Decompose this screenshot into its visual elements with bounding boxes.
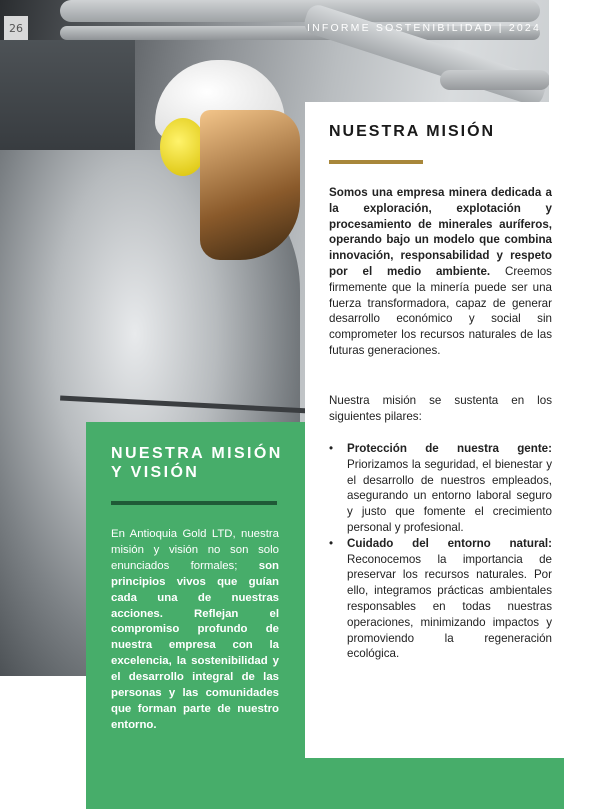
pillars-list [329,441,552,662]
green-panel-strip [305,758,564,809]
mission-vision-text [111,527,279,734]
mission-vision-bold: son principios vivos que guían cada una de nuestras acciones. Reflejan el compromiso profundo de nuestra empresa con la excelencia, la sostenibilidad y el desarrollo integral de las personas y las comunidades que forman parte de nuestro entorno. [111,559,279,731]
pillar-title: Cuidado del entorno natural: [347,536,552,550]
pillars-intro: Nuestra misión se sustenta en los siguientes pilares: [329,394,552,423]
report-title: INFORME SOSTENIBILIDAD | 2024 [307,22,541,34]
photo-pipe [60,0,540,22]
mission-intro [329,185,552,359]
pillar-text: Priorizamos la seguridad, el bienestar y el desarrollo de nuestros empleados, asegurando un entorno laboral seguro y justo que fomente el crecimiento personal y profesional. [347,457,552,534]
gold-divider [329,160,423,164]
pillar-title: Protección de nuestra gente: [347,442,552,455]
mission-vision-plain: En Antioquia Gold LTD, nuestra misión y visión no son solo enunciados formales; [111,528,279,572]
mission-intro-bold: Somos una empresa minera dedicada a la exploración, explotación y procesamiento de minerales auríferos, operando bajo un modelo que combina innovación, responsabilidad y respeto por el medio ambiente. [329,186,552,278]
mission-intro-rest: Creemos firmemente que la minería puede ser una fuerza transformadora, capaz de generar desarrollo económico y social sin comprometer los recursos naturales de las futuras generaciones. [329,264,552,357]
pillar-text: Reconocemos la importancia de preservar los recursos naturales. Por ello, integramos prácticas ambientales responsables en todas nuestras operaciones, minimizando impactos y promoviendo la regeneración ecológica. [347,552,552,661]
mission-vision-title: NUESTRA MISIÓN Y VISIÓN [111,445,283,481]
list-item [329,441,552,536]
page-number: 26 [4,16,28,40]
list-item [329,536,552,662]
photo-pipe [440,70,549,90]
dark-divider [111,501,277,505]
bullet-icon: • [329,536,334,550]
bullet-icon: • [329,442,334,455]
mission-title: NUESTRA MISIÓN [329,123,496,140]
photo-face-shield [200,110,300,260]
